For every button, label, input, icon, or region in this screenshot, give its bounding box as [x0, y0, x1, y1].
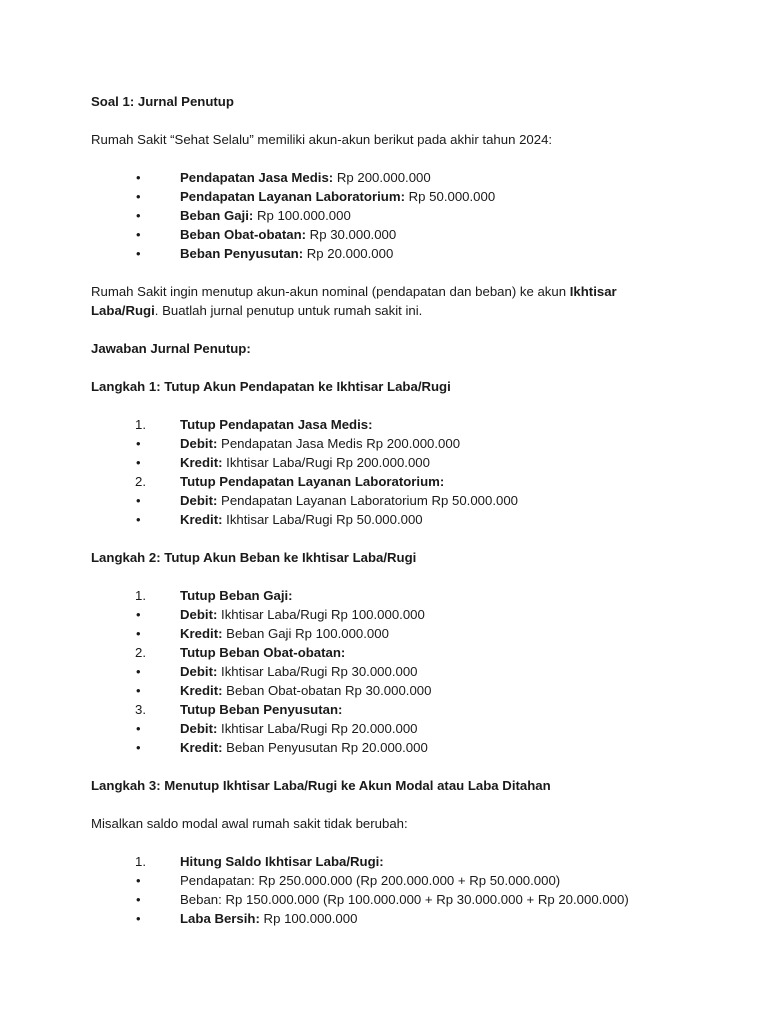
document-page	[91, 92, 701, 928]
list-item: • Pendapatan Jasa Medis: Rp 200.000.000	[136, 170, 431, 185]
list-item: • Kredit: Beban Obat-obatan Rp 30.000.000	[136, 683, 432, 698]
list-item: • Debit: Ikhtisar Laba/Rugi Rp 100.000.000	[136, 607, 425, 622]
list-item: • Beban Obat-obatan: Rp 30.000.000	[136, 227, 397, 242]
step-2-list	[91, 586, 701, 757]
list-item: • Kredit: Beban Gaji Rp 100.000.000	[136, 626, 389, 641]
bullet-marker: •	[136, 626, 141, 641]
bullet-marker: •	[136, 664, 141, 679]
number-marker: 2.	[135, 645, 146, 660]
list-item: • Debit: Pendapatan Layanan Laboratorium Rp 50.000.000	[136, 493, 518, 508]
bullet-marker: •	[136, 911, 141, 926]
number-marker: 1.	[135, 417, 146, 432]
numbered-item: 1. Tutup Beban Gaji:	[135, 588, 293, 603]
list-item: • Kredit: Ikhtisar Laba/Rugi Rp 200.000.000	[136, 455, 430, 470]
numbered-item: 1. Tutup Pendapatan Jasa Medis:	[135, 417, 373, 432]
bullet-marker: •	[136, 721, 141, 736]
list-item: • Pendapatan: Rp 250.000.000 (Rp 200.000.000 + Rp 50.000.000)	[136, 873, 561, 888]
step-3-list	[91, 852, 701, 928]
bullet-marker: •	[136, 892, 141, 907]
step-note: Misalkan saldo modal awal rumah sakit tidak berubah:	[91, 816, 408, 831]
list-item: • Beban Gaji: Rp 100.000.000	[136, 208, 351, 223]
document-title: Soal 1: Jurnal Penutup	[91, 94, 234, 109]
bullet-marker: •	[136, 227, 141, 242]
numbered-item: 3. Tutup Beban Penyusutan:	[135, 702, 343, 717]
list-item: • Debit: Ikhtisar Laba/Rugi Rp 30.000.000	[136, 664, 418, 679]
step-heading: Langkah 1: Tutup Akun Pendapatan ke Ikhtisar Laba/Rugi	[91, 379, 451, 394]
bullet-marker: •	[136, 512, 141, 527]
bullet-marker: •	[136, 873, 141, 888]
number-marker: 2.	[135, 474, 146, 489]
bullet-marker: •	[136, 246, 141, 261]
bullet-marker: •	[136, 740, 141, 755]
step-1-list	[91, 415, 701, 529]
instruction-paragraph: Rumah Sakit ingin menutup akun-akun nominal (pendapatan dan beban) ke akun Ikhtisar	[91, 284, 617, 299]
bullet-marker: •	[136, 436, 141, 451]
step-heading: Langkah 3: Menutup Ikhtisar Laba/Rugi ke Akun Modal atau Laba Ditahan	[91, 778, 551, 793]
list-item: • Laba Bersih: Rp 100.000.000	[136, 911, 358, 926]
list-item: • Debit: Pendapatan Jasa Medis Rp 200.000.000	[136, 436, 461, 451]
numbered-item: 2. Tutup Beban Obat-obatan:	[135, 645, 346, 660]
number-marker: 3.	[135, 702, 146, 717]
numbered-item: 2. Tutup Pendapatan Layanan Laboratorium:	[135, 474, 445, 489]
bullet-marker: •	[136, 493, 141, 508]
step-heading: Langkah 2: Tutup Akun Beban ke Ikhtisar Laba/Rugi	[91, 550, 417, 565]
list-item: • Debit: Ikhtisar Laba/Rugi Rp 20.000.000	[136, 721, 418, 736]
numbered-item: 1. Hitung Saldo Ikhtisar Laba/Rugi:	[135, 854, 384, 869]
intro-paragraph: Rumah Sakit “Sehat Selalu” memiliki akun-akun berikut pada akhir tahun 2024:	[91, 132, 553, 147]
bullet-marker: •	[136, 189, 141, 204]
bullet-marker: •	[136, 208, 141, 223]
answer-heading: Jawaban Jurnal Penutup:	[91, 341, 251, 356]
list-item: • Kredit: Ikhtisar Laba/Rugi Rp 50.000.000	[136, 512, 423, 527]
list-item: • Kredit: Beban Penyusutan Rp 20.000.000	[136, 740, 428, 755]
list-item: • Pendapatan Layanan Laboratorium: Rp 50.000.000	[136, 189, 496, 204]
bullet-marker: •	[136, 170, 141, 185]
number-marker: 1.	[135, 854, 146, 869]
account-list	[91, 168, 701, 263]
list-item: • Beban: Rp 150.000.000 (Rp 100.000.000 + Rp 30.000.000 + Rp 20.000.000)	[136, 892, 629, 907]
bullet-marker: •	[136, 683, 141, 698]
bullet-marker: •	[136, 455, 141, 470]
bullet-marker: •	[136, 607, 141, 622]
number-marker: 1.	[135, 588, 146, 603]
list-item: • Beban Penyusutan: Rp 20.000.000	[136, 246, 394, 261]
instruction-paragraph-line2: Laba/Rugi. Buatlah jurnal penutup untuk rumah sakit ini.	[91, 303, 423, 318]
